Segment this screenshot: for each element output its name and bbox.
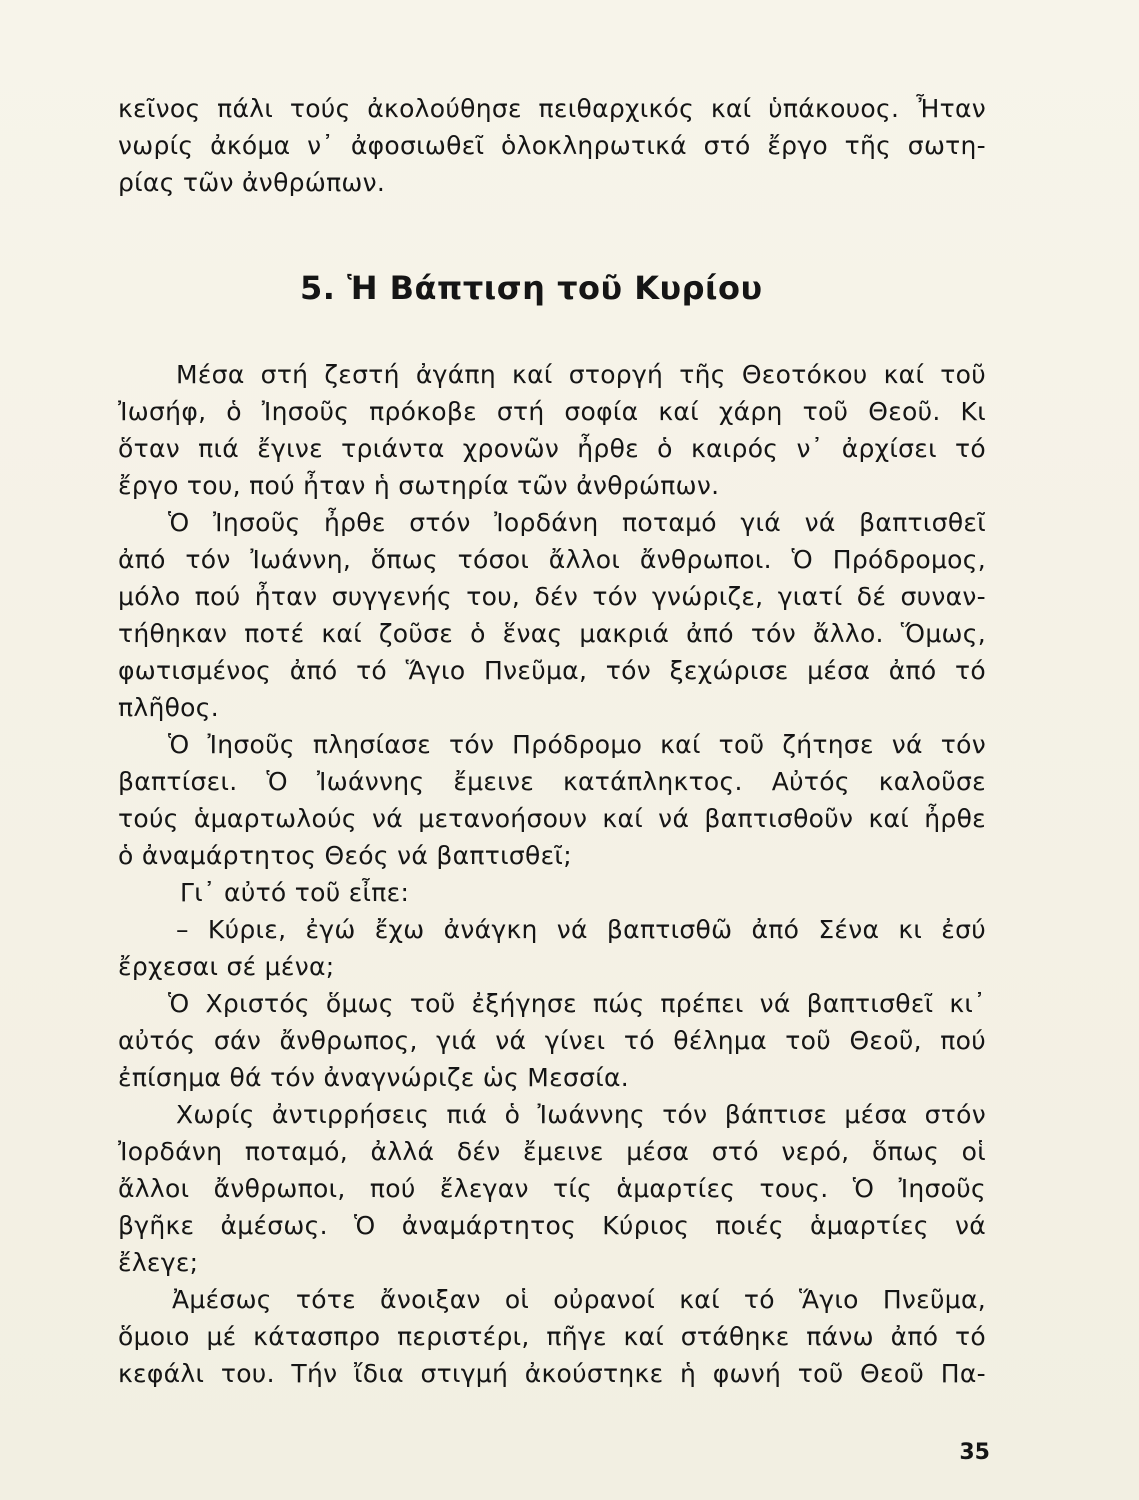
text-line: μόλο πού ἦταν συγγενής του, δέν τόν γνώριζε, γιατί δέ συναν-: [118, 582, 986, 611]
text-line: βαπτίσει. Ὁ Ἰωάννης ἔμεινε κατάπληκτος. Αὐτός καλοῦσε: [118, 767, 986, 796]
text-line: νωρίς ἀκόμα ν᾿ ἀφοσιωθεῖ ὁλοκληρωτικά στό ἔργο τῆς σωτη-: [118, 131, 986, 160]
text-line: Ὁ Ἰησοῦς πλησίασε τόν Πρόδρομο καί τοῦ ζήτησε νά τόν: [168, 730, 986, 759]
text-line: Γι᾿ αὐτό τοῦ εἶπε:: [180, 878, 410, 907]
text-line: τούς ἁμαρτωλούς νά μετανοήσουν καί νά βαπτισθοῦν καί ἦρθε: [118, 804, 986, 833]
text-line: αὐτός σάν ἄνθρωπος, γιά νά γίνει τό θέλημα τοῦ Θεοῦ, πού: [118, 1026, 986, 1055]
page-number: 35: [959, 1440, 990, 1465]
text-line: φωτισμένος ἀπό τό Ἅγιο Πνεῦμα, τόν ξεχώρισε μέσα ἀπό τό: [118, 656, 986, 685]
text-line: Μέσα στή ζεστή ἀγάπη καί στοργή τῆς Θεοτόκου καί τοῦ: [176, 360, 986, 389]
text-line: ἐπίσημα θά τόν ἀναγνώριζε ὡς Μεσσία.: [118, 1063, 630, 1092]
text-line: ἄλλοι ἄνθρωποι, πού ἔλεγαν τίς ἁμαρτίες τους. Ὁ Ἰησοῦς: [118, 1174, 986, 1203]
section-body: [118, 356, 986, 1392]
intro-paragraph: [118, 90, 986, 201]
text-line: ἔρχεσαι σέ μένα;: [118, 952, 335, 981]
text-line: – Κύριε, ἐγώ ἔχω ἀνάγκη νά βαπτισθῶ ἀπό Σένα κι ἐσύ: [176, 915, 986, 944]
text-line: Ἀμέσως τότε ἄνοιξαν οἱ οὐρανοί καί τό Ἅγιο Πνεῦμα,: [172, 1285, 986, 1314]
text-line: Ὁ Χριστός ὅμως τοῦ ἐξήγησε πώς πρέπει νά βαπτισθεῖ κι᾿: [168, 989, 986, 1018]
text-line: ὅμοιο μέ κάτασπρο περιστέρι, πῆγε καί στάθηκε πάνω ἀπό τό: [118, 1322, 986, 1351]
text-line: ρίας τῶν ἀνθρώπων.: [118, 168, 386, 197]
text-line: τήθηκαν ποτέ καί ζοῦσε ὁ ἕνας μακριά ἀπό τόν ἄλλο. Ὅμως,: [118, 619, 986, 648]
section-title: 5. Ἡ Βάπτιση τοῦ Κυρίου: [300, 269, 763, 307]
text-line: ὅταν πιά ἔγινε τριάντα χρονῶν ἦρθε ὁ καιρός ν᾿ ἀρχίσει τό: [118, 434, 986, 463]
text-line: πλῆθος.: [118, 693, 220, 722]
text-line: ἔργο του, πού ἦταν ἡ σωτηρία τῶν ἀνθρώπων.: [118, 471, 720, 500]
text-line: ὁ ἀναμάρτητος Θεός νά βαπτισθεῖ;: [118, 841, 572, 870]
text-line: ἀπό τόν Ἰωάννη, ὅπως τόσοι ἄλλοι ἄνθρωποι. Ὁ Πρόδρομος,: [118, 545, 986, 574]
text-line: Χωρίς ἀντιρρήσεις πιά ὁ Ἰωάννης τόν βάπτισε μέσα στόν: [176, 1100, 986, 1129]
text-line: Ἰωσήφ, ὁ Ἰησοῦς πρόκοβε στή σοφία καί χάρη τοῦ Θεοῦ. Κι: [118, 397, 986, 426]
text-line: βγῆκε ἀμέσως. Ὁ ἀναμάρτητος Κύριος ποιές ἁμαρτίες νά: [118, 1211, 986, 1240]
text-line: κεφάλι του. Τήν ἴδια στιγμή ἀκούστηκε ἡ φωνή τοῦ Θεοῦ Πα-: [118, 1359, 986, 1388]
text-line: Ἰορδάνη ποταμό, ἀλλά δέν ἔμεινε μέσα στό νερό, ὅπως οἱ: [118, 1137, 986, 1166]
text-line: ἔλεγε;: [118, 1248, 199, 1277]
text-line: Ὁ Ἰησοῦς ἦρθε στόν Ἰορδάνη ποταμό γιά νά βαπτισθεῖ: [168, 508, 986, 537]
text-line: κεῖνος πάλι τούς ἀκολούθησε πειθαρχικός καί ὑπάκουος. Ἦταν: [118, 94, 986, 123]
